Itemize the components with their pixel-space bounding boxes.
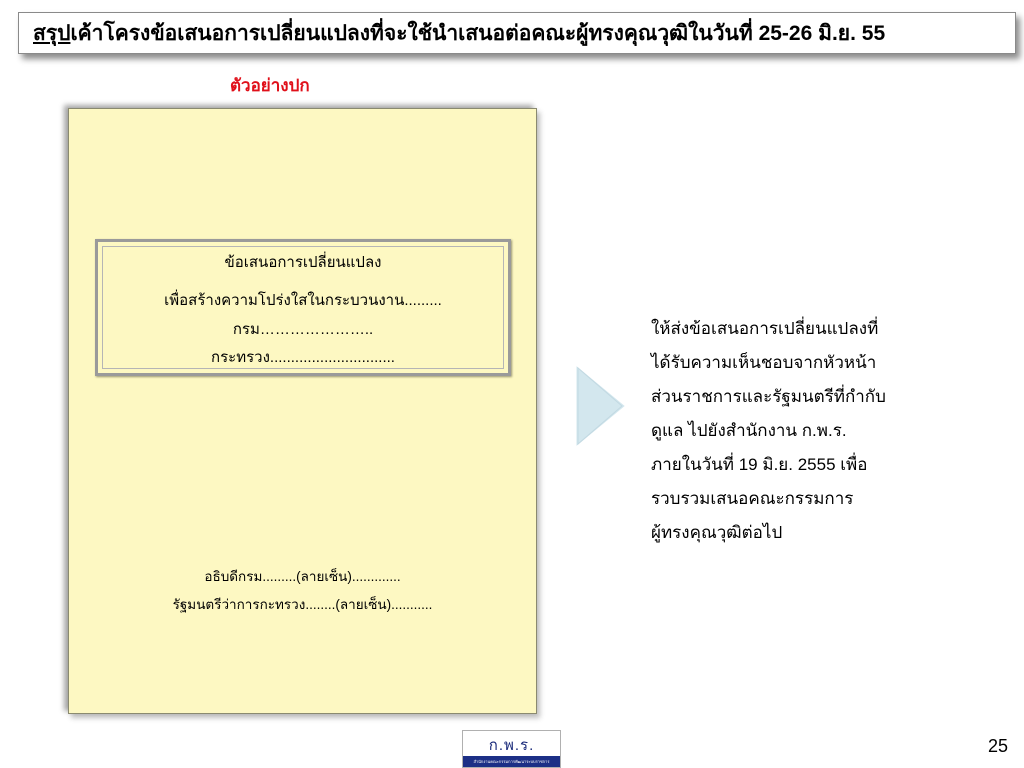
slide-title-rest: เค้าโครงข้อเสนอการเปลี่ยนแปลงที่จะใช้นำเสนอต่อคณะผู้ทรงคุณวุฒิในวันที่ 25-26 มิ.ย. 55 [70, 21, 886, 45]
cover-ministry: กระทรวง.............................. [211, 349, 395, 366]
sample-cover-page [68, 108, 537, 714]
cover-title-box [95, 239, 511, 376]
slide-title-bar [18, 12, 1016, 54]
instruction-line: ดูแล ไปยังสำนักงาน ก.พ.ร. [651, 421, 847, 440]
slide-title [33, 17, 885, 50]
right-chevron-arrow-icon [572, 360, 630, 452]
opdc-logo [462, 730, 561, 768]
instruction-line: ภายในวันที่ 19 มิ.ย. 2555 เพื่อ [651, 455, 868, 474]
page-number: 25 [988, 736, 1009, 756]
instruction-line: ได้รับความเห็นชอบจากหัวหน้า [651, 353, 877, 372]
sample-cover-label: ตัวอย่างปก [230, 76, 310, 95]
cover-title: ข้อเสนอการเปลี่ยนแปลง [224, 254, 382, 271]
slide-title-underlined: สรุป [33, 21, 71, 45]
instruction-line: รวบรวมเสนอคณะกรรมการ [651, 489, 854, 508]
logo-text: ก.พ.ร. [488, 737, 535, 754]
cover-subtitle: เพื่อสร้างความโปร่งใสในกระบวนงาน......... [164, 292, 442, 309]
instruction-line: ผู้ทรงคุณวุฒิต่อไป [651, 523, 783, 542]
cover-signature-director: อธิบดีกรม.........(ลายเซ็น)............. [204, 569, 401, 584]
cover-signature-minister: รัฐมนตรีว่าการกะทรวง........(ลายเซ็น)........... [172, 597, 433, 612]
logo-subtitle: สำนักงานคณะกรรมการพัฒนาระบบราชการ [463, 756, 560, 767]
instruction-line: ส่วนราชการและรัฐมนตรีที่กำกับ [651, 387, 886, 406]
instruction-text [651, 312, 951, 550]
instruction-line: ให้ส่งข้อเสนอการเปลี่ยนแปลงที่ [651, 319, 879, 338]
cover-department: กรม………………….. [232, 321, 374, 338]
